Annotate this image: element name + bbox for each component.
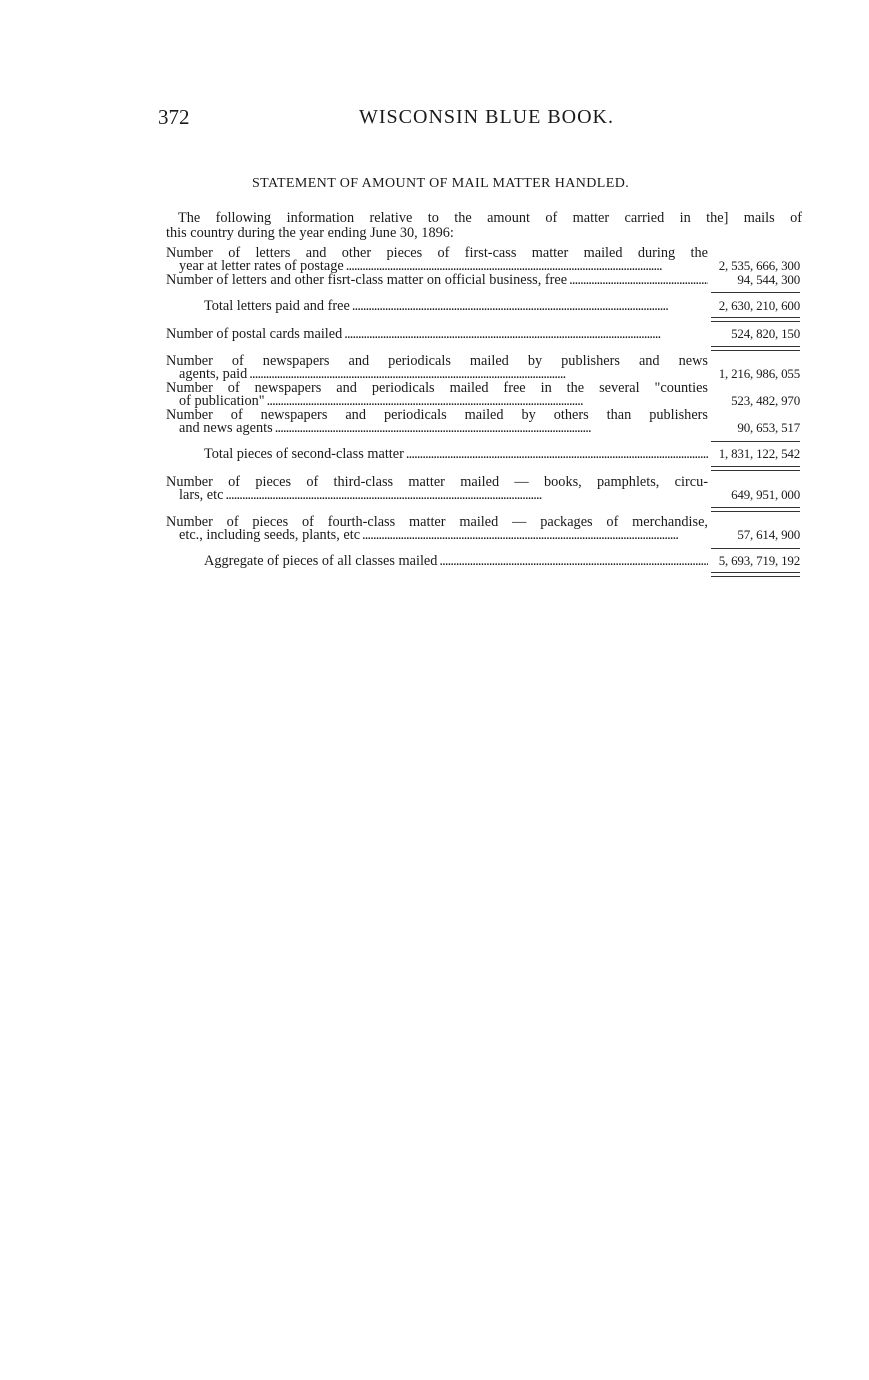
row-description: Number of pieces of third-class matter mailed — books, pamphlets, circu- — [166, 474, 708, 490]
dot-leader — [225, 489, 708, 502]
total-row — [166, 300, 802, 313]
total-value: 2, 630, 210, 600 — [718, 298, 800, 313]
dot-leader — [569, 274, 708, 287]
row-description: Number of newspapers and periodicals mailed free in the several "counties — [166, 380, 708, 396]
row-description: Number of newspapers and periodicals mailed by publishers and news — [166, 353, 708, 369]
statement-row — [166, 476, 802, 501]
dot-leader — [406, 448, 708, 461]
intro-paragraph — [166, 211, 802, 241]
row-value: 94, 544, 300 — [737, 272, 800, 287]
total-label: Total letters paid and free — [204, 298, 350, 314]
double-rule — [711, 572, 800, 577]
statement-row — [166, 355, 802, 380]
row-description-cont: and news agents — [179, 419, 273, 436]
total-row — [166, 448, 802, 461]
row-value: 2, 535, 666, 300 — [718, 257, 800, 273]
total-label: Aggregate of pieces of all classes mailed — [204, 553, 438, 569]
row-description-cont: agents, paid — [179, 365, 248, 382]
row-description-cont: etc., including seeds, plants, etc — [179, 526, 361, 543]
row-description-cont: year at letter rates of postage — [179, 257, 344, 274]
total-value: 1, 831, 122, 542 — [718, 446, 800, 461]
intro-line-1: The following information relative to the amount of matter carried in the] mails of — [178, 210, 802, 226]
statement-row — [166, 382, 802, 407]
statement-row — [166, 516, 802, 541]
row-value: 1, 216, 986, 055 — [718, 365, 800, 381]
total-label: Total pieces of second-class matter — [204, 446, 404, 462]
dot-leader — [362, 529, 708, 542]
row-description: Number of letters and other fisrt-class matter on official business, free — [166, 272, 568, 288]
row-description: Number of letters and other pieces of first-cass matter mailed during the — [166, 245, 708, 261]
statement-row — [166, 409, 802, 434]
sum-rule — [711, 441, 800, 442]
intro-line-2: this country during the year ending June 30, 1896: — [166, 225, 454, 241]
dot-leader — [352, 300, 708, 313]
double-rule — [711, 317, 800, 322]
double-rule — [711, 346, 800, 351]
dot-leader — [344, 328, 708, 341]
section-title: STATEMENT OF AMOUNT OF MAIL MATTER HANDLED. — [252, 176, 630, 191]
statement-row — [166, 247, 802, 272]
double-rule — [711, 466, 800, 471]
row-value: 523, 482, 970 — [731, 392, 800, 408]
row-value: 90, 653, 517 — [737, 419, 800, 435]
row-description-cont: of publication" — [179, 392, 265, 409]
row-value: 524, 820, 150 — [731, 326, 800, 341]
running-head: WISCONSIN BLUE BOOK. — [359, 106, 614, 128]
row-value: 57, 614, 900 — [737, 526, 800, 542]
row-description-cont: lars, etc — [179, 486, 224, 503]
sum-rule — [711, 548, 800, 549]
page-number: 372 — [158, 105, 190, 129]
row-description: Number of newspapers and periodicals mailed by others than publishers — [166, 407, 708, 423]
row-value: 649, 951, 000 — [731, 486, 800, 502]
row-description: Number of postal cards mailed — [166, 326, 343, 342]
statement-row — [166, 274, 802, 287]
dot-leader — [275, 422, 708, 435]
statement-row — [166, 328, 802, 341]
dot-leader — [439, 555, 708, 568]
dot-leader — [249, 368, 708, 381]
row-description: Number of pieces of fourth-class matter mailed — packages of merchandise, — [166, 514, 708, 530]
total-value: 5, 693, 719, 192 — [718, 553, 800, 568]
dot-leader — [346, 260, 708, 273]
total-row — [166, 555, 802, 568]
double-rule — [711, 507, 800, 512]
sum-rule — [711, 292, 800, 293]
dot-leader — [267, 395, 708, 408]
